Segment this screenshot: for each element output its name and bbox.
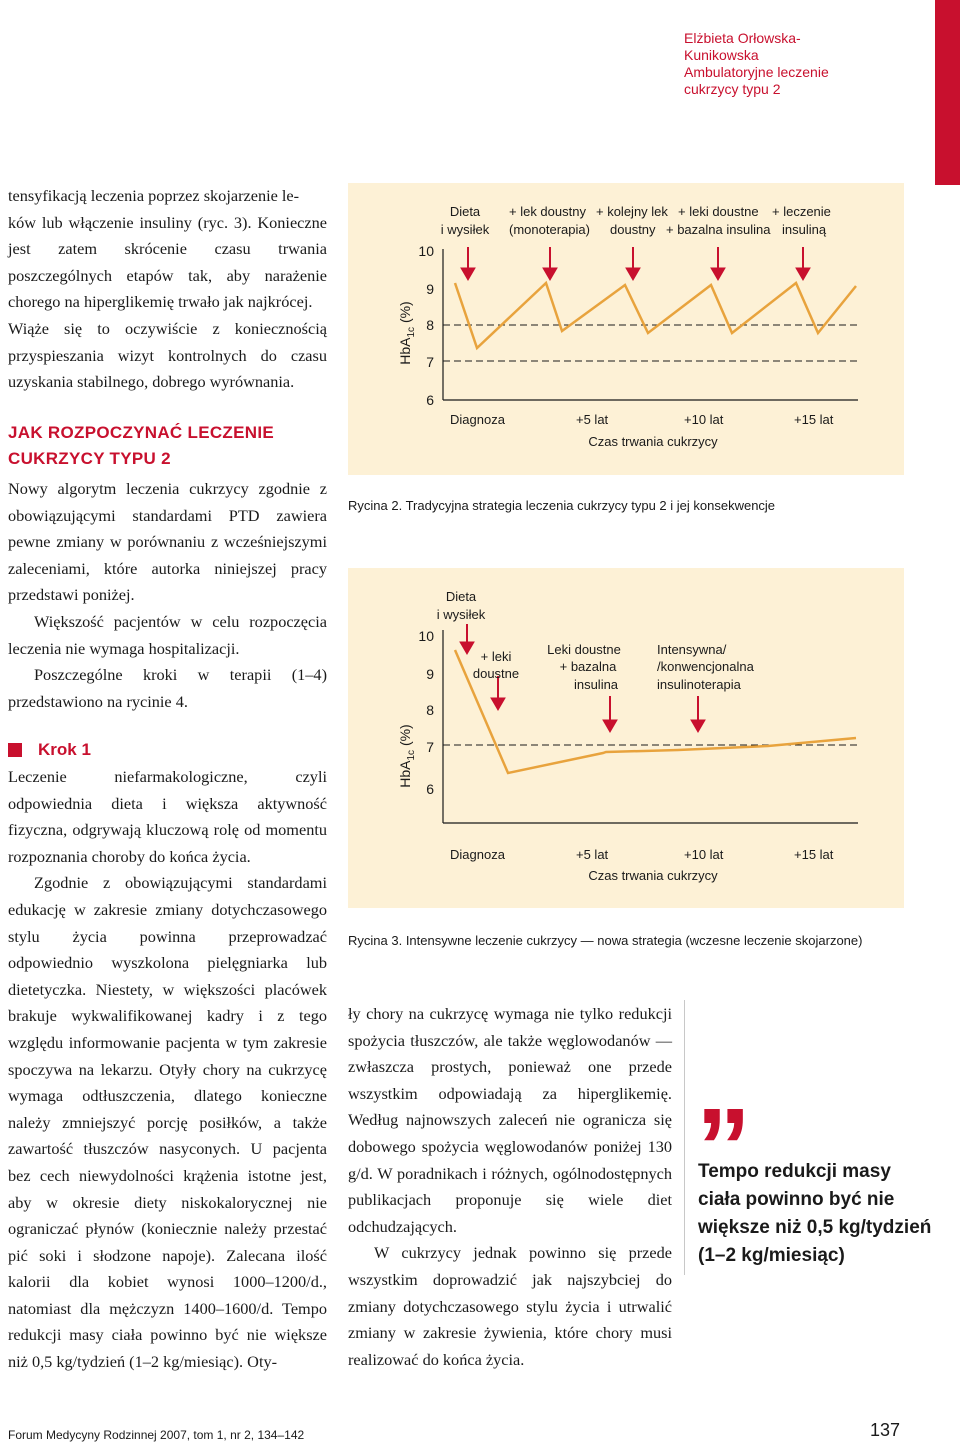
fig2-step-label: doustny (610, 222, 656, 237)
fig2-step-label: + bazalna insulina (666, 222, 771, 237)
fig3-xtick: +5 lat (576, 847, 609, 862)
pull-quote-line-2: ciała powinno być nie (698, 1189, 895, 1210)
fig2-caption-label: Rycina 2. (348, 498, 403, 513)
fig2-xtick: +15 lat (794, 412, 834, 427)
fig2-ytick: 8 (426, 317, 434, 333)
fig3-arrow (491, 676, 505, 710)
krok-body (8, 764, 327, 1376)
page-number: 137 (870, 1420, 901, 1440)
krok-heading (8, 740, 91, 760)
quote-mark-icon: ” (696, 1086, 737, 1209)
pull-quote-divider (684, 1000, 685, 1275)
krok-label: Krok 1 (38, 740, 91, 759)
fig2-step-label: i wysiłek (440, 222, 490, 237)
figure-2-panel (348, 183, 904, 475)
krok-para-2: Zgodnie z obowiązującymi standardami edukację w zakresie zmiany dotychczasowego stylu życia powinna przeprowadzać odpowiednio wyszkolona pielęgniarka lub dietetyczka. Niestety, w większości placówek brakuje wykwalifikowanej kadry i z tego względu informowanie pacjenta w tym zakresie spoczywa na lekarzu. Otyły chory na cukrzycę wymaga odtłuszczenia, dlatego konieczne należy zmniejszyć porcję posiłków, a także zawartość tłuszczów nasyconych. U pacjenta bez cech niewydolności krążenia istotne jest, aby w okresie diety niskokalorycznej nie ograniczać płynów (koniecznie należy przestać pić soki i słodzone napoje). Zalecana ilość kalorii dla kobiet wynosi 1000–1200/d., natomiast dla mężczyzn 1400–1600/d. Tempo redukcji masy ciała powinno być nie większe niż 0,5 kg/tydzień (1–2 kg/miesiąc). Oty- (8, 873, 327, 1372)
intro-para-2: Wiąże się to oczywiście z koniecznością przyspieszania wizyt kontrolnych do czasu uzyskania stabilnego, dobrego wyrównania. (8, 318, 327, 392)
fig3-ylabel: HbA$_{1c}$ (%) (397, 724, 417, 788)
fig3-step-label: insulinoterapia (657, 677, 741, 692)
red-edge-bar (935, 0, 960, 185)
red-square-icon (8, 743, 22, 757)
fig3-xtick: Diagnoza (450, 847, 505, 862)
figure-3-chart (348, 568, 904, 908)
fig3-step-label: Intensywna/ (657, 642, 727, 657)
fig3-caption-label: Rycina 3. (348, 933, 403, 948)
header-title-1: Ambulatoryjne leczenie (684, 64, 829, 80)
section-para-1: Nowy algorytm leczenia cukrzycy zgodnie z obowiązującymi standardami PTD zawiera pewne zmiany w porównaniu z wcześniejszymi zaleceniami, które autorka niniejszej pracy przedstawi poniżej. (8, 479, 327, 605)
fig2-step-label: insuliną (782, 222, 827, 237)
fig2-xtick: +5 lat (576, 412, 609, 427)
fig3-step-label: + leki (480, 649, 512, 664)
right-para-1: ły chory na cukrzycę wymaga nie tylko redukcji spożycia tłuszczów, ale także węglowodanów — zwłaszcza prostych, ponieważ one przede wszystkim odpowiadają za hiperglikemię. Według najnowszych zaleceń nie ogranicza się dobowego spożycia węglowodanów poniżej 130 g/d. W poradnikach i różnych, ogólnodostępnych publikacjach proponuje się wiele diet odchudzających. (348, 1004, 672, 1236)
fig3-ytick: 6 (426, 781, 434, 797)
header-author: Elżbieta Orłowska-Kunikowska (684, 30, 801, 63)
figure-2-caption (348, 498, 908, 513)
right-column-text (348, 1001, 672, 1373)
fig2-arrow (543, 247, 557, 280)
figure-3-panel (348, 568, 904, 908)
section-heading-line-2: CUKRZYCY TYPU 2 (8, 449, 171, 468)
fig2-ytick: 9 (426, 281, 434, 297)
fig3-step-label: + bazalna (559, 659, 617, 674)
fig3-step-label: doustne (472, 666, 520, 681)
fig2-arrow (711, 247, 725, 280)
pull-quote-line-1: Tempo redukcji masy (698, 1161, 891, 1182)
krok-para-1: Leczenie niefarmakologiczne, czyli odpowiednia dieta i większa aktywność fizyczna, odgrywają kluczową rolę od momentu rozpoznania choroby do końca życia. (8, 767, 327, 866)
fig3-step-label: /konwencjonalna (657, 659, 754, 674)
fig2-step-label: + kolejny lek (596, 204, 668, 219)
fig3-caption-text: Intensywne leczenie cukrzycy — nowa strategia (wczesne leczenie skojarzone) (402, 933, 863, 948)
fig3-step-label: i wysiłek (436, 607, 486, 622)
fig3-step-label: insulina (573, 677, 619, 692)
figure-3-caption (348, 933, 928, 948)
fig3-xlabel: Czas trwania cukrzycy (588, 868, 718, 883)
running-header (684, 30, 834, 98)
header-title-2: cukrzycy typu 2 (684, 81, 781, 97)
section-para-3: Poszczególne kroki w terapii (1–4) przedstawiono na rycinie 4. (8, 665, 327, 711)
fig2-step-label: Dieta (449, 204, 481, 219)
footer-citation: Forum Medycyny Rodzinnej 2007, tom 1, nr 2, 134–142 (8, 1428, 305, 1442)
fig2-xtick: Diagnoza (450, 412, 505, 427)
pull-quote (698, 1158, 938, 1270)
fig3-step-label: Leki doustne (547, 642, 621, 657)
left-intro (8, 183, 327, 396)
fig2-hba1c-curve (455, 283, 856, 348)
fig3-xtick: +15 lat (794, 847, 834, 862)
fig3-ytick: 9 (426, 666, 434, 682)
fig3-arrow (603, 696, 617, 732)
section-heading-line-1: JAK ROZPOCZYNAĆ LECZENIE (8, 423, 274, 442)
section-para-2: Większość pacjentów w celu rozpoczęcia leczenia nie wymaga hospitalizacji. (8, 611, 327, 658)
intro-para-1: ków lub włączenie insuliny (ryc. 3). Konieczne jest zatem skrócenie czasu trwania poszczególnych etapów tak, aby narażenie chorego na hiperglikemię trwało jak najkrócej. (8, 212, 327, 312)
section-heading (8, 420, 328, 472)
fig3-ytick: 7 (426, 739, 434, 755)
fig2-arrow (626, 247, 640, 280)
fig2-step-label: + lek doustny (509, 204, 586, 219)
section-body (8, 476, 327, 715)
fig2-ytick: 6 (426, 392, 434, 408)
fig3-arrow (460, 624, 474, 654)
figure-2-chart (348, 183, 904, 475)
fig3-step-label: Dieta (445, 589, 477, 604)
fig2-step-label: (monoterapia) (509, 222, 590, 237)
right-para-2: W cukrzycy jednak powinno się przede wszystkim doprowadzić jak najszybciej do zmiany dotychczasowego stylu życia i utrwalić zmiany w zakresie żywienia, które chory musi realizować do końca życia. (348, 1243, 672, 1369)
intro-line-1: tensyfikacją leczenia poprzez skojarzenie le- (8, 186, 300, 205)
fig2-caption-text: Tradycyjna strategia leczenia cukrzycy typu 2 i jej konsekwencje (402, 498, 776, 513)
fig2-step-label: + leki doustne (678, 204, 759, 219)
fig2-arrow (796, 247, 810, 280)
fig2-ytick: 7 (426, 354, 434, 370)
pull-quote-line-3: większe niż 0,5 kg/tydzień (698, 1217, 932, 1238)
fig2-xlabel: Czas trwania cukrzycy (588, 434, 718, 449)
fig2-step-label: + leczenie (772, 204, 831, 219)
fig2-arrow (461, 247, 475, 280)
fig3-ytick: 8 (426, 702, 434, 718)
fig3-arrow (691, 696, 705, 732)
fig2-ytick: 10 (418, 243, 434, 259)
fig3-xtick: +10 lat (684, 847, 724, 862)
pull-quote-line-4: (1–2 kg/miesiąc) (698, 1245, 845, 1266)
fig2-xtick: +10 lat (684, 412, 724, 427)
fig2-ylabel: HbA$_{1c}$ (%) (397, 301, 417, 365)
fig3-ytick: 10 (418, 628, 434, 644)
